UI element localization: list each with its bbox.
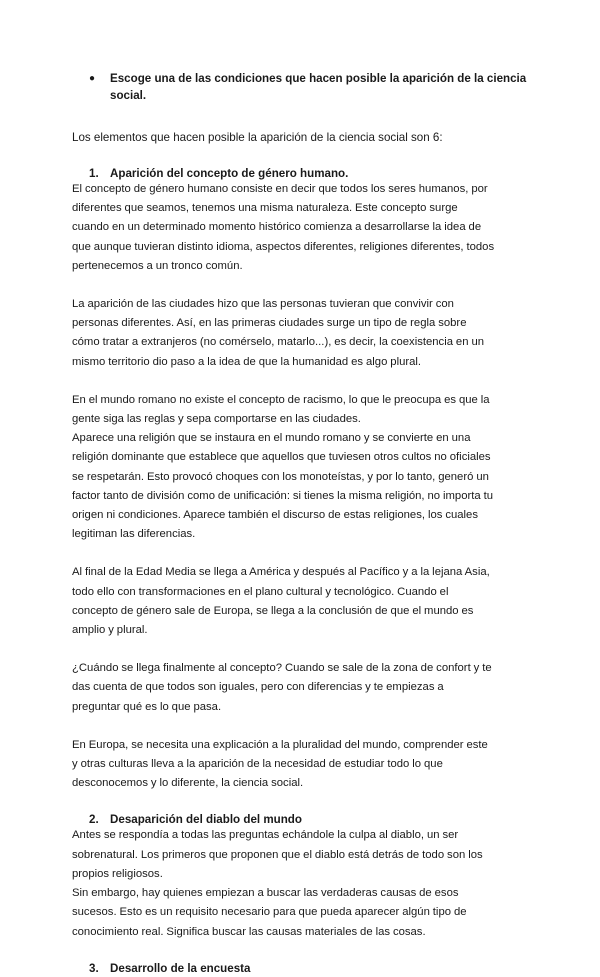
section-number: 2. — [89, 813, 99, 827]
text-line: Al final de la Edad Media se llega a América y después al Pacífico y a la lejana Asia, — [72, 566, 490, 579]
paragraph — [72, 391, 532, 545]
text-line: gente siga las reglas y sepa comportarse en las ciudades. — [72, 413, 361, 426]
text-line: legitiman las diferencias. — [72, 528, 196, 541]
text-line: sucesos. Esto es un requisito necesario para que pueda aparecer algún tipo de — [72, 906, 467, 919]
text-line: diferentes que seamos, tenemos una misma naturaleza. Este concepto surge — [72, 202, 458, 215]
text-line: que aunque tuvieran distinto idioma, aspectos diferentes, religiones diferentes, todos — [72, 240, 495, 253]
text-line: amplio y plural. — [72, 624, 148, 637]
text-line: desconocemos y lo diferente, la ciencia social. — [72, 777, 304, 790]
text-line: En Europa, se necesita una explicación a la pluralidad del mundo, comprender este — [72, 738, 488, 751]
paragraph — [72, 826, 532, 941]
section-title: Desarrollo de la encuesta — [110, 961, 251, 975]
question-bullet — [89, 70, 550, 104]
section-number: 3. — [89, 961, 99, 975]
section-title: Desaparición del diablo del mundo — [110, 813, 302, 827]
text-line: La aparición de las ciudades hizo que las personas tuvieran que convivir con — [72, 298, 454, 311]
paragraph — [72, 563, 532, 640]
question-line: Escoge una de las condiciones que hacen posible la aparición de la ciencia — [110, 72, 527, 85]
text-line: todo ello con transformaciones en el plano cultural y tecnológico. Cuando el — [72, 585, 449, 598]
text-line: sobrenatural. Los primeros que proponen que el diablo está detrás de todo son los — [72, 848, 483, 861]
text-line: preguntar qué es lo que pasa. — [72, 700, 222, 713]
text-line: origen ni condiciones. Aparece también el discurso de estas religiones, los cuales — [72, 509, 478, 522]
question-line: social. — [110, 89, 147, 102]
text-line: En el mundo romano no existe el concepto de racismo, lo que le preocupa es que la — [72, 393, 490, 406]
text-line: personas diferentes. Así, en las primeras ciudades surge un tipo de regla sobre — [72, 317, 467, 330]
intro-text: Los elementos que hacen posible la aparición de la ciencia social son 6: — [72, 131, 443, 144]
text-line: se respetarán. Esto provocó choques con los monoteístas, y por lo tanto, generó un — [72, 470, 489, 483]
paragraph — [72, 180, 532, 276]
section-number: 1. — [89, 167, 99, 180]
text-line: concepto de género sale de Europa, se llega a la conclusión de que el mundo es — [72, 604, 474, 617]
text-line: pertenecemos a un tronco común. — [72, 259, 243, 272]
text-line: ¿Cuándo se llega finalmente al concepto? Cuando se sale de la zona de confort y te — [72, 662, 492, 675]
section-heading — [89, 960, 600, 977]
paragraph — [72, 659, 532, 717]
paragraph — [72, 736, 532, 794]
text-line: das cuenta de que todos son iguales, pero con diferencias y te empiezas a — [72, 681, 444, 694]
text-line: factor tanto de división como de unificación: si tienes la misma religión, no importa tu — [72, 489, 494, 502]
text-line: cuando en un determinado momento histórico comienza a desarrollarse la idea de — [72, 221, 482, 234]
text-line: Antes se respondía a todas las preguntas echándole la culpa al diablo, un ser — [72, 829, 459, 842]
paragraph — [72, 295, 532, 372]
text-line: mismo territorio dio paso a la idea de que la humanidad es algo plural. — [72, 355, 422, 368]
text-line: y otras culturas lleva a la aparición de la necesidad de estudiar todo lo que — [72, 758, 443, 771]
text-line: cómo tratar a extranjeros (no comérselo, matarlo...), es decir, la coexistencia en un — [72, 336, 485, 349]
text-line: Aparece una religión que se instaura en el mundo romano y se convierte en una — [72, 432, 471, 445]
text-line: conocimiento real. Significa buscar las causas materiales de las cosas. — [72, 925, 426, 938]
text-line: religión dominante que establece que aquellos que tuviesen otros cultos no oficiales — [72, 451, 491, 464]
bullet-dot-icon: ● — [89, 73, 96, 84]
text-line: Sin embargo, hay quienes empiezan a buscar las verdaderas causas de esos — [72, 887, 459, 900]
text-line: El concepto de género humano consiste en decir que todos los seres humanos, por — [72, 183, 488, 195]
text-line: propios religiosos. — [72, 867, 163, 880]
section-title: Aparición del concepto de género humano. — [110, 167, 349, 180]
